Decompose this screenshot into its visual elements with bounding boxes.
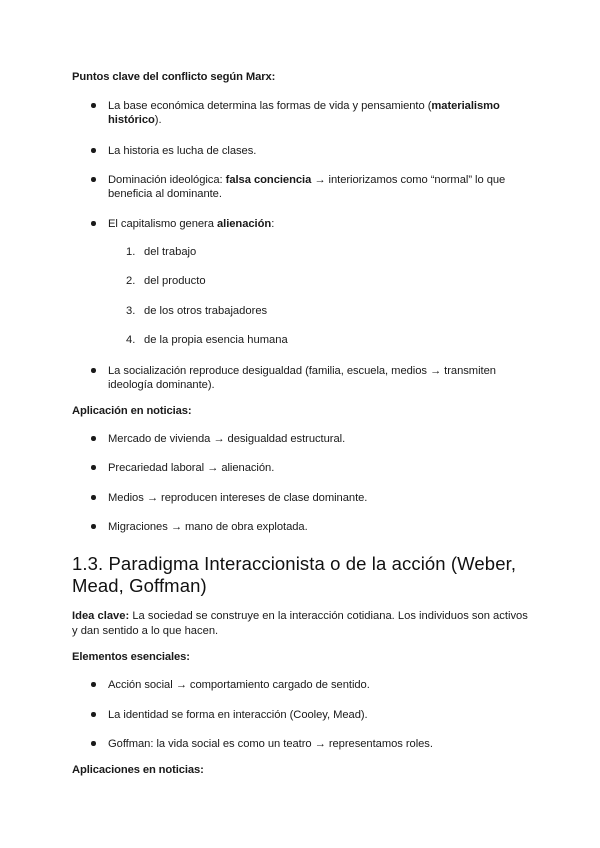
list-item-continuation: beneficia al dominante. [108, 188, 222, 200]
numbered-item: del trabajo [144, 246, 197, 258]
list-item: La identidad se forma en interacción (Cooley, Mead). [108, 709, 368, 721]
list-item: Precariedad laboral → alienación. [108, 462, 275, 474]
list-item: Medios → reproducen intereses de clase dominante. [108, 492, 368, 504]
section-title: 1.3. Paradigma Interaccionista o de la acción (Weber, [72, 553, 517, 574]
list-item: La historia es lucha de clases. [108, 145, 257, 157]
bullet-icon [91, 495, 96, 500]
numbered-item-number: 4. [126, 334, 136, 346]
list-item: La base económica determina las formas de vida y pensamiento (materialismo [108, 100, 500, 112]
bullet-icon [91, 177, 96, 182]
numbered-item: del producto [144, 275, 206, 287]
idea-clave-paragraph: Idea clave: La sociedad se construye en la interacción cotidiana. Los individuos son activos [72, 610, 528, 622]
bullet-icon [91, 465, 96, 470]
list-item: La socialización reproduce desigualdad (familia, escuela, medios → transmiten [108, 365, 496, 377]
list-item: El capitalismo genera alienación: [108, 218, 275, 230]
bullet-icon [91, 368, 96, 373]
list-item: Dominación ideológica: falsa conciencia → interiorizamos como “normal” lo que [108, 174, 506, 186]
list-item: Acción social → comportamiento cargado de sentido. [108, 679, 370, 691]
bullet-icon [91, 741, 96, 746]
bullet-icon [91, 148, 96, 153]
section-heading-aplicaciones: Aplicaciones en noticias: [72, 764, 204, 776]
bullet-icon [91, 103, 96, 108]
bullet-icon [91, 524, 96, 529]
numbered-item-number: 3. [126, 305, 136, 317]
list-item-continuation: ideología dominante). [108, 379, 215, 391]
list-item: Mercado de vivienda → desigualdad estructural. [108, 433, 346, 445]
numbered-item-number: 2. [126, 275, 136, 287]
numbered-item-number: 1. [126, 246, 136, 258]
bullet-icon [91, 436, 96, 441]
list-item: Goffman: la vida social es como un teatro → representamos roles. [108, 738, 433, 750]
bullet-icon [91, 221, 96, 226]
list-item-continuation: histórico). [108, 114, 162, 126]
bullet-icon [91, 682, 96, 687]
bullet-icon [91, 712, 96, 717]
section-heading-marx: Puntos clave del conflicto según Marx: [72, 71, 276, 83]
section-title-continuation: Mead, Goffman) [72, 575, 207, 596]
list-item: Migraciones → mano de obra explotada. [108, 521, 308, 533]
idea-clave-continuation: y dan sentido a lo que hacen. [72, 625, 219, 637]
numbered-item: de la propia esencia humana [144, 334, 288, 346]
section-heading-aplicacion: Aplicación en noticias: [72, 405, 192, 417]
section-heading-elementos: Elementos esenciales: [72, 651, 190, 663]
numbered-item: de los otros trabajadores [144, 305, 268, 317]
